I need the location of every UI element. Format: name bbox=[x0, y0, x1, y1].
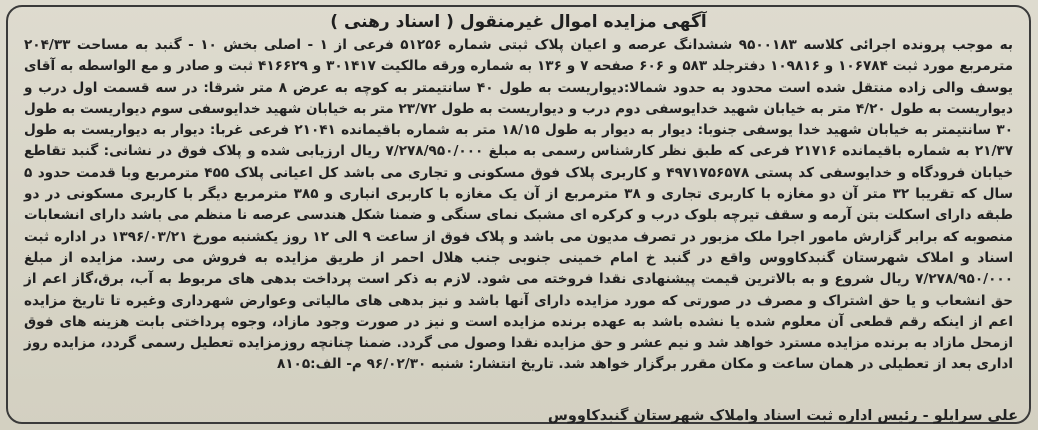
notice-frame bbox=[6, 5, 1031, 424]
notice-title: آگهی مزایده اموال غیرمنقول ( اسناد رهنی ) bbox=[330, 12, 707, 32]
notice-signature: علی سرایلو - رئیس اداره ثبت اسناد واملاک شهرستان گنبدکاووس bbox=[547, 408, 1018, 424]
notice-body: به موجب پرونده اجرائی کلاسه ۹۵۰۰۱۸۳ ششدانگ عرصه و اعیان پلاک ثبتی شماره ۵۱۲۵۶ فرعی از ۱ - اصلی بخش ۱۰ - گنبد به مساحت ۲۰۴/۳۳ مترمربع مورد ثبت ۱۰۶۷۸۴ و ۱۰۹۸۱۶ دفترجلد ۵۸۳ و ۶۰۶ صفحه ۷ و ۱۳۶ به شماره ورقه مالکیت ۳۰۱۴۱۷ و ۴۱۶۶۲۹ ثبت و صادر و مع الواسطه به آقای یوسف والی زاده منتقل شده است محدود به حدود شمالا:دیواریست به طول ۴۰ سانتیمتر به کوچه به عرض ۸ متر شرقا: در سه قسمت اول درب و دیواریست به طول ۴/۲۰ متر به خیابان شهید خدایوسفی دوم درب و دیواریست به طول ۲۳/۷۲ متر به خیابان شهید خدایوسفی سوم دیواریست به طول ۳۰ سانتیمتر به خیابان شهید خدا یوسفی جنوبا: دیوار به دیوار به طول ۱۸/۱۵ متر به شماره باقیمانده ۲۱۰۴۱ فرعی غربا: دیوار به دیواریست به طول ۲۱/۳۷ به شماره باقیمانده ۲۱۷۱۶ فرعی که طبق نظر کارشناس رسمی به مبلغ ۷/۲۷۸/۹۵۰/۰۰۰ ریال ارزیابی شده و پلاک فوق در نشانی: گنبد تقاطع خیابان فرودگاه و خدایوسفی کد پستی ۴۹۷۱۷۵۶۵۷۸ و کاربری پلاک فوق مسکونی و تجاری می باشد کل اعیانی پلاک ۴۵۵ مترمربع وبا قدمت حدود ۵ سال که تقریبا ۳۲ متر آن دو مغازه با کاربری تجاری و ۳۸ مترمربع از آن یک مغازه با کاربری انباری و ۳۸۵ مترمربع دیگر با کاربری مسکونی در دو طبقه دارای اسکلت بتن آرمه و سقف تیرچه بلوک درب و کرکره ای مشبک نمای سنگی و ضمنا شکل هندسی عرصه نا منظم می باشد دارای انشعابات منصوبه که برابر گزارش مامور اجرا ملک مزبور در تصرف مدیون می باشد و پلاک فوق از ساعت ۹ الی ۱۲ روز یکشنبه مورخ ۱۳۹۶/۰۳/۲۱ در اداره ثبت اسناد و املاک شهرستان گنبدکاووس واقع در گنبد خ امام خمینی جنوبی جنب هلال احمر از طریق مزایده به فروش می رسد. مزایده از مبلغ ۷/۲۷۸/۹۵۰/۰۰۰ ریال شروع و به بالاترین قیمت پیشنهادی نقدا فروخته می شود. لازم به ذکر است پرداخت بدهی های مربوط به آب، برق،گاز اعم از حق انشعاب و یا حق اشتراک و مصرف در صورتی که مورد مزایده دارای آنها باشد و نیز بدهی های مالیاتی وعوارض شهرداری وغیره تا تاریخ مزایده اعم از اینکه رقم قطعی آن معلوم شده یا نشده باشد به عهده برنده مزایده است و نیز در صورت وجود مازاد، وجوه پرداختی بابت هزینه های فوق ازمحل مازاد به برنده مزایده مسترد خواهد شد و نیم عشر و حق مزایده نقدا وصول می گردد. ضمنا چنانچه روزمزایده تعطیل رسمی گردد، مزایده روز اداری بعد از تعطیلی در همان ساعت و مکان مقرر برگزار خواهد شد. تاریخ انتشار: شنبه ۹۶/۰۲/۳۰ م- الف:۸۱۰۵ bbox=[24, 37, 1014, 373]
